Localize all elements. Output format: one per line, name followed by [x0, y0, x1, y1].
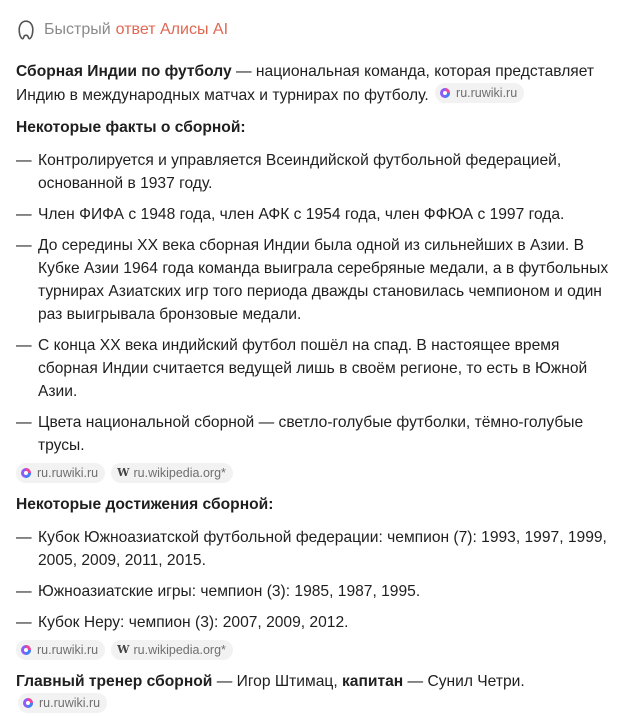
- source-chip-label: ru.ruwiki.ru: [37, 466, 99, 480]
- list-dash: —: [16, 152, 32, 169]
- list-dash: —: [16, 529, 32, 546]
- ruwiki-icon: [22, 697, 34, 709]
- intro-paragraph: [16, 60, 616, 107]
- list-dash: —: [16, 583, 32, 600]
- list-dash: —: [16, 206, 32, 223]
- source-chip-ruwiki[interactable]: [435, 83, 524, 103]
- source-chip-label: ru.ruwiki.ru: [37, 643, 99, 657]
- coach-paragraph: [16, 670, 616, 717]
- list-item: [16, 526, 616, 572]
- achievements-heading: Некоторые достижения сборной:: [16, 496, 274, 513]
- wikipedia-icon: W: [117, 466, 130, 479]
- source-chip-label: ru.wikipedia.org*: [133, 466, 226, 480]
- wikipedia-icon: W: [117, 643, 130, 656]
- coach-bold: Главный тренер сборной: [16, 673, 213, 690]
- list-item: [16, 334, 616, 403]
- list-item-text: С конца XX века индийский футбол пошёл на спад. В настоящее время сборная Индии считается ведущей лишь в своём регионе, то есть в Южной Азии.: [38, 337, 588, 400]
- list-item-text: До середины XX века сборная Индии была одной из сильнейших в Азии. В Кубке Азии 1964 года команда выиграла серебряные медали, а в футбольных турнирах Азиатских игр того периода дважды становилась чемпионом и один раз выигрывала бронзовые медали.: [38, 237, 609, 323]
- list-item: [16, 149, 616, 195]
- list-item: [16, 611, 616, 634]
- list-item: [16, 203, 616, 226]
- ruwiki-icon: [20, 467, 32, 479]
- list-item: [16, 234, 616, 326]
- source-chip-label: ru.ruwiki.ru: [39, 696, 101, 710]
- ruwiki-icon: [439, 87, 451, 99]
- list-item-text: Контролируется и управляется Всеиндийской футбольной федерацией, основанной в 1937 году.: [38, 152, 562, 192]
- list-item-text: Цвета национальной сборной — светло-голубые футболки, тёмно-голубые трусы.: [38, 414, 584, 454]
- list-item: [16, 411, 616, 457]
- achievements-sources: [16, 640, 616, 660]
- source-chip-wikipedia[interactable]: [111, 640, 233, 660]
- intro-text: — национальная команда, которая представляет Индию в международных матчах и турнирах по футболу.: [16, 63, 595, 104]
- list-item-text: Кубок Южноазиатской футбольной федерации: чемпион (7): 1993, 1997, 1999, 2005, 2009, 2011, 2015.: [38, 529, 607, 569]
- list-item-text: Южноазиатские игры: чемпион (3): 1985, 1987, 1995.: [38, 583, 421, 600]
- list-dash: —: [16, 237, 32, 254]
- captain-bold: капитан: [341, 673, 404, 690]
- source-chip-ruwiki[interactable]: [18, 693, 107, 713]
- facts-sources: [16, 463, 616, 483]
- list-item: [16, 580, 616, 603]
- list-item-text: Кубок Неру: чемпион (3): 2007, 2009, 2012.: [38, 614, 349, 631]
- facts-list: [16, 149, 616, 457]
- list-dash: —: [16, 414, 32, 431]
- list-item-text: Член ФИФА с 1948 года, член АФК с 1954 года, член ФФЮА с 1997 года.: [38, 206, 565, 223]
- source-chip-ruwiki[interactable]: [16, 640, 105, 660]
- list-dash: —: [16, 337, 32, 354]
- captain-text: — Сунил Четри.: [403, 673, 525, 690]
- achievements-list: [16, 526, 616, 634]
- source-chip-label: ru.wikipedia.org*: [133, 643, 226, 657]
- facts-heading: Некоторые факты о сборной:: [16, 119, 246, 136]
- source-chip-label: ru.ruwiki.ru: [456, 86, 518, 100]
- source-chip-wikipedia[interactable]: [111, 463, 233, 483]
- source-chip-ruwiki[interactable]: [16, 463, 105, 483]
- ruwiki-icon: [20, 644, 32, 656]
- answer-body: [16, 60, 616, 717]
- coach-text: — Игор Штимац,: [212, 673, 342, 690]
- intro-bold: Сборная Индии по футболу: [16, 63, 232, 80]
- header-title-accent: ответ Алисы AI: [115, 21, 229, 38]
- answer-header: [16, 18, 228, 42]
- alice-icon: [16, 19, 36, 41]
- list-dash: —: [16, 614, 32, 631]
- header-title-prefix: Быстрый: [44, 21, 111, 38]
